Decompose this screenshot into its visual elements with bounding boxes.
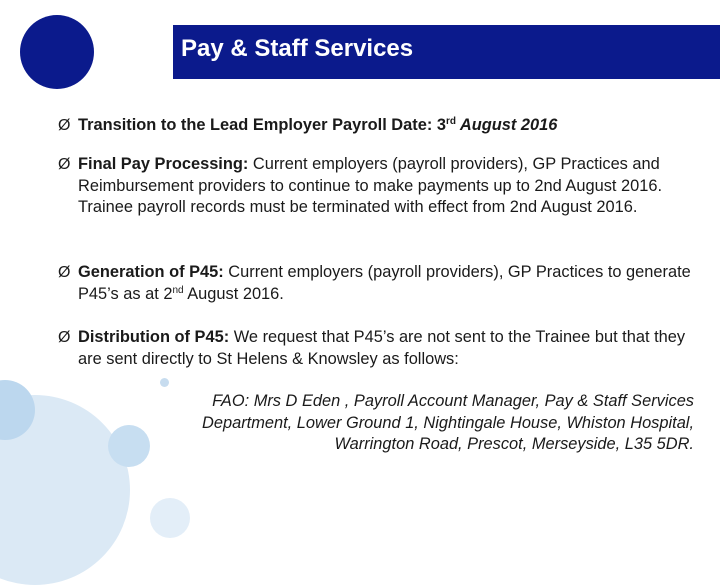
fao-address <box>130 391 694 456</box>
decorative-bubble-faint <box>150 498 190 538</box>
bullet-text: Distribution of P45: We request that P45’s are not sent to the Trainee but that they are sent directly to St Helens & Knowsley as follows: <box>78 328 686 368</box>
bullet-generation-p45 <box>58 262 698 305</box>
address-line: FAO: Mrs D Eden , Payroll Account Manager, Pay & Staff Services <box>212 392 694 410</box>
bullet-arrow-icon: Ø <box>58 117 71 134</box>
slide-title: Pay & Staff Services <box>181 35 414 62</box>
bullet-arrow-icon: Ø <box>58 264 71 281</box>
bullet-text: Transition to the Lead Employer Payroll Date: 3rd August 2016 <box>78 116 558 134</box>
bullet-arrow-icon: Ø <box>58 156 71 173</box>
bullet-transition <box>58 115 698 137</box>
decorative-dot <box>160 378 169 387</box>
bullet-arrow-icon: Ø <box>58 329 71 346</box>
bullet-text: Generation of P45: Current employers (payroll providers), GP Practices to generate P45’s as at 2nd August 2016. <box>78 263 691 303</box>
logo-circle <box>20 15 94 89</box>
bullet-final-pay <box>58 154 698 219</box>
address-line: Warrington Road, Prescot, Merseyside, L35 5DR. <box>334 435 694 453</box>
title-bar <box>173 25 720 79</box>
bullet-distribution-p45 <box>58 327 698 370</box>
address-line: Department, Lower Ground 1, Nightingale House, Whiston Hospital, <box>202 413 694 432</box>
bullet-text: Final Pay Processing: Current employers (payroll providers), GP Practices and Reimbursement providers to continue to make payments up to 2nd August 2016. Trainee payroll records must be terminated with effect from 2nd August 2016. <box>78 155 663 216</box>
